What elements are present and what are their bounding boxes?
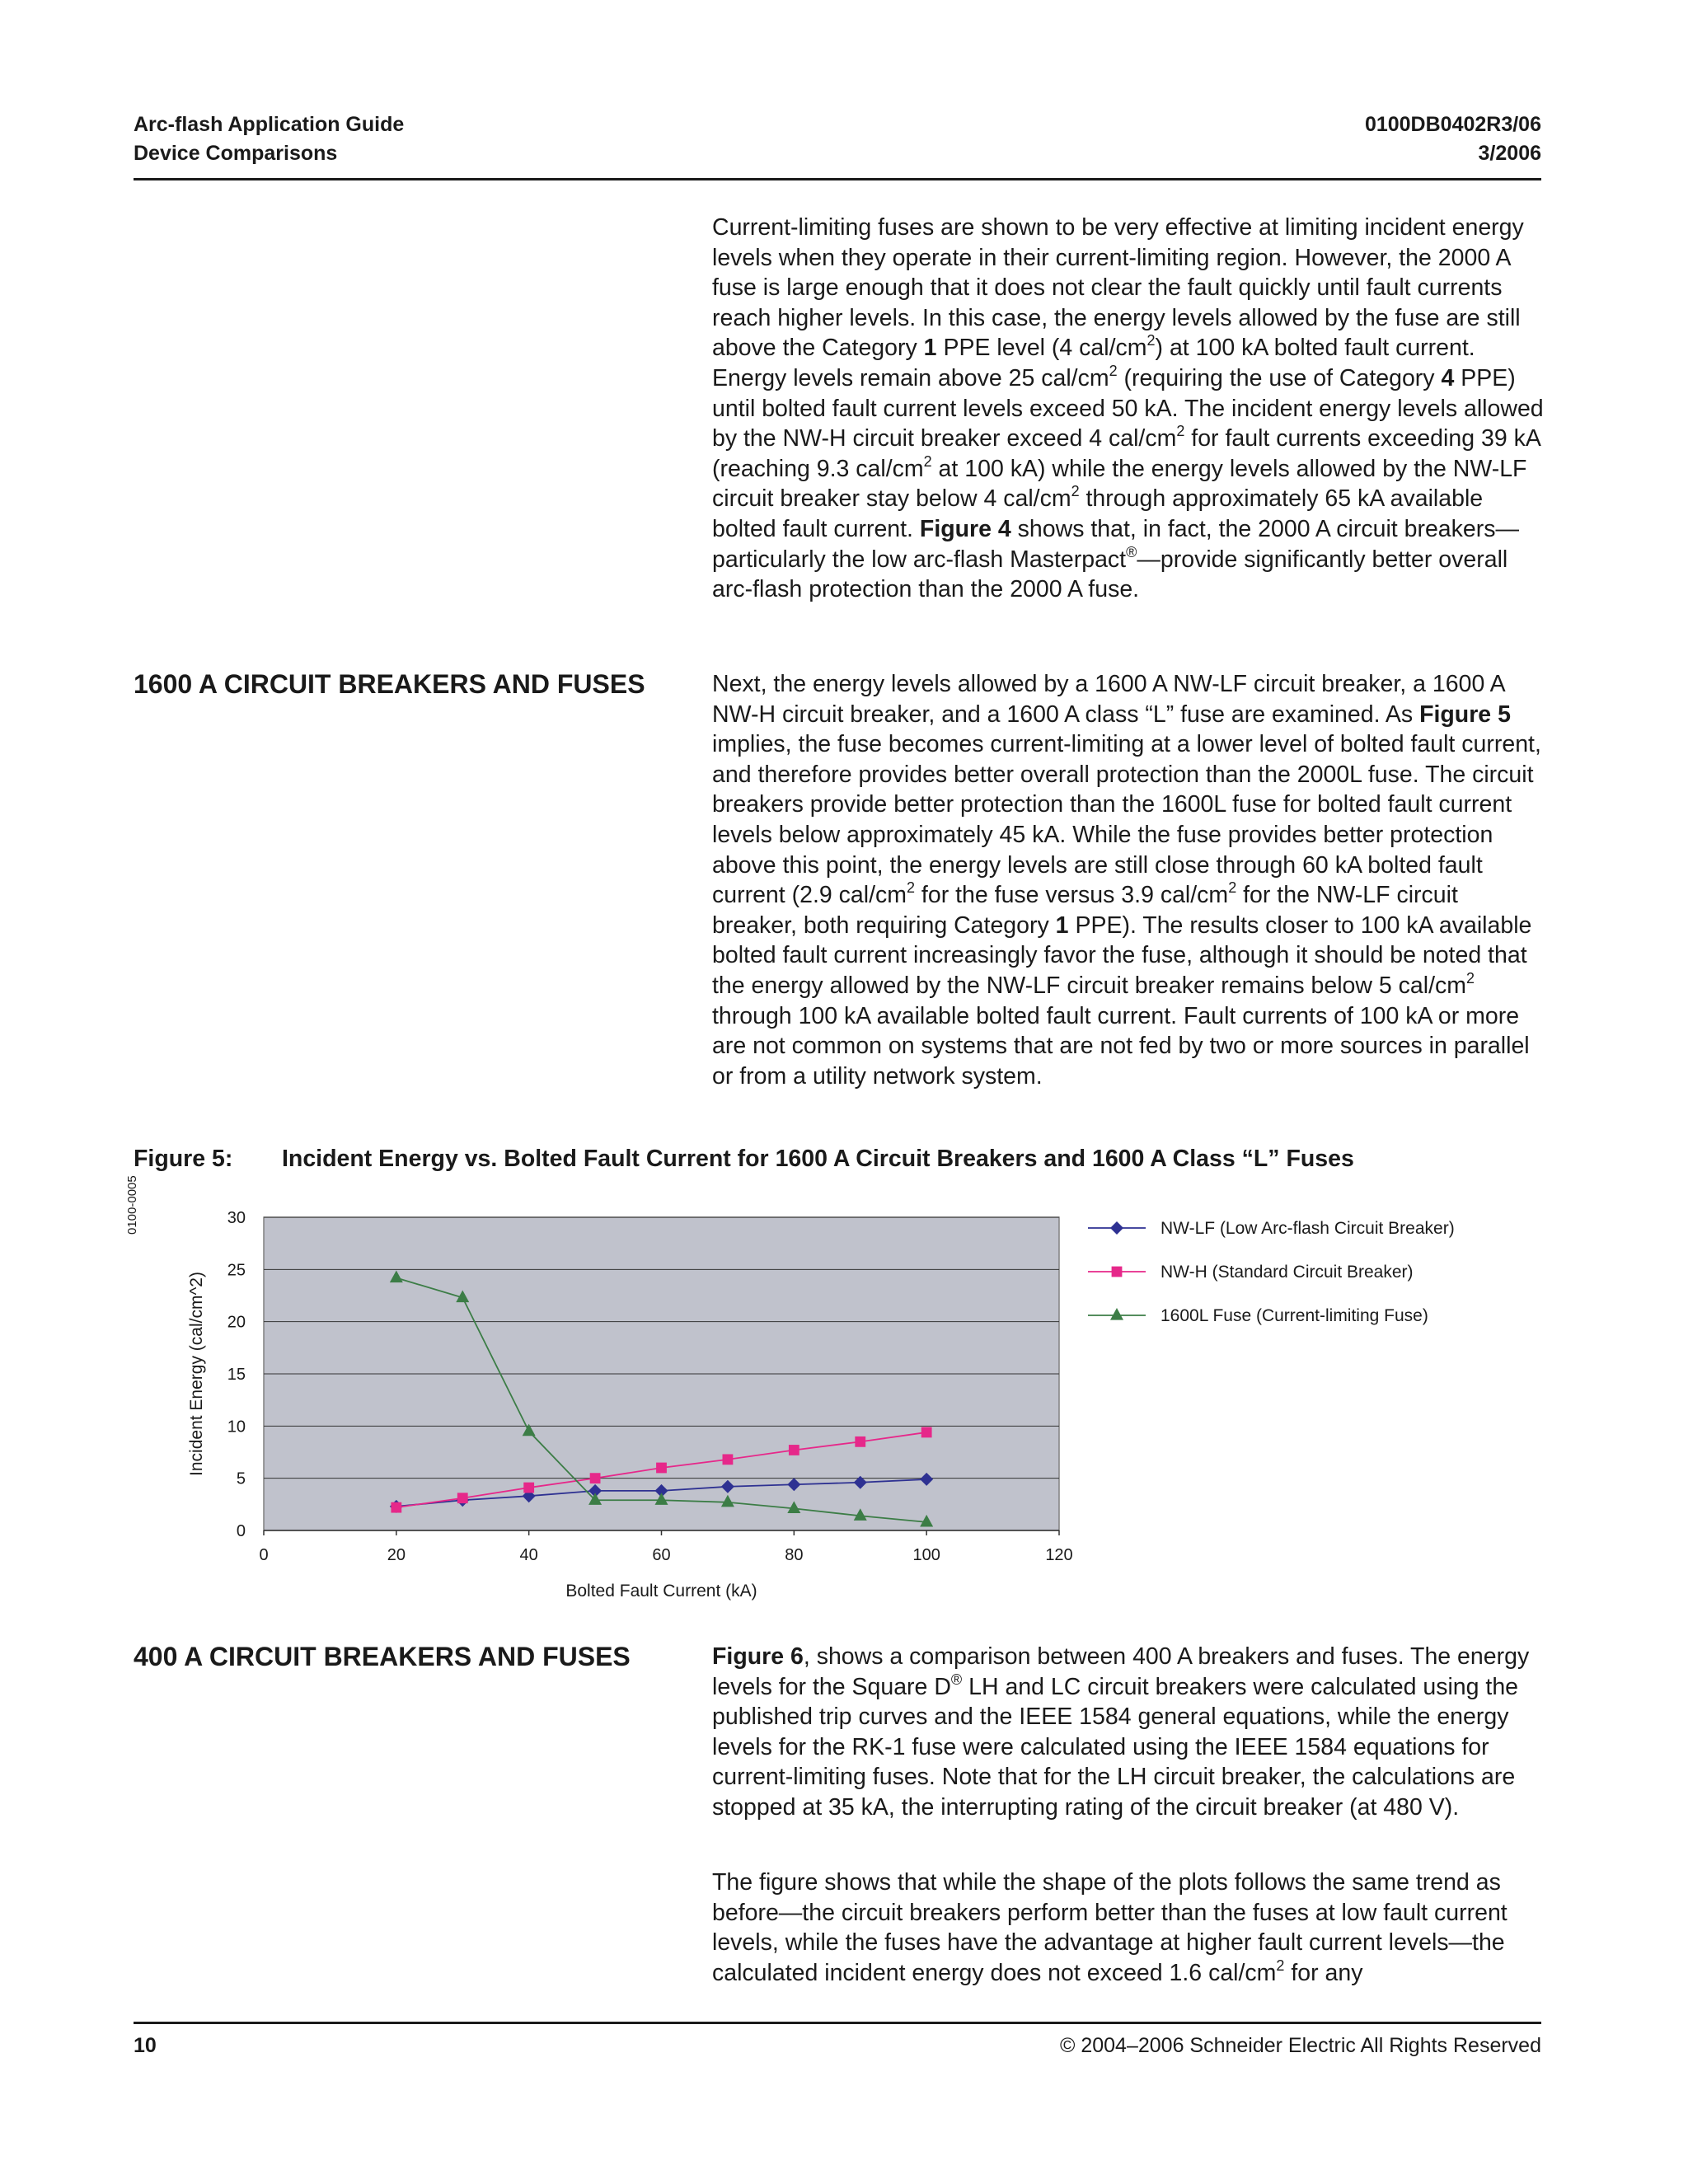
header-right: [1365, 110, 1541, 168]
x-tick-label: 80: [785, 1546, 804, 1564]
data-point-2: [855, 1436, 865, 1447]
legend-marker-2: [1112, 1267, 1123, 1277]
section-heading-400a: 400 A CIRCUIT BREAKERS AND FUSES: [134, 1642, 631, 1671]
legend-marker-1: [1110, 1221, 1123, 1235]
y-axis-label: Incident Energy (cal/cm^2): [187, 1272, 206, 1476]
data-point-2: [457, 1493, 468, 1503]
y-tick-label: 10: [227, 1418, 246, 1436]
x-tick-label: 60: [652, 1546, 671, 1564]
data-point-2: [523, 1483, 534, 1493]
data-point-2: [921, 1427, 932, 1438]
incident-energy-chart: [165, 1195, 1533, 1624]
figure-title: Incident Energy vs. Bolted Fault Current for 1600 A Circuit Breakers and 1600 A Class “L” Fuses: [282, 1146, 1354, 1172]
section-heading-1600a: 1600 A CIRCUIT BREAKERS AND FUSES: [134, 669, 645, 699]
x-tick-label: 120: [1045, 1546, 1073, 1564]
section-400a-paragraph-1: Figure 6, shows a comparison between 400 A breakers and fuses. The energy levels for the Square D® LH and LC circuit breakers were calculated using the published trip curves and the IEEE 1584 general equations, while the energy levels for the RK-1 fuse were calculated using the IEEE 1584 equations for current-limiting fuses. Note that for the LH circuit breaker, the calculations are stopped at 35 kA, the interrupting rating of the circuit breaker (at 480 V).: [712, 1643, 1530, 1821]
data-point-2: [789, 1445, 799, 1455]
y-tick-label: 0: [236, 1522, 246, 1540]
legend-label-1: NW-LF (Low Arc-flash Circuit Breaker): [1160, 1219, 1455, 1238]
page-number: 10: [134, 2034, 157, 2057]
x-axis-label: Bolted Fault Current (kA): [565, 1582, 757, 1601]
data-point-2: [590, 1473, 601, 1483]
y-tick-label: 20: [227, 1313, 246, 1332]
figure-caption: [134, 1144, 1354, 1174]
y-tick-label: 15: [227, 1366, 246, 1384]
section-subtitle: Device Comparisons: [134, 142, 338, 165]
legend-label-3: 1600L Fuse (Current-limiting Fuse): [1160, 1306, 1428, 1325]
header-left: [134, 110, 404, 168]
document-number: 0100DB0402R3/06: [1364, 113, 1541, 136]
y-tick-label: 25: [227, 1261, 246, 1280]
section-1600a-paragraph: Next, the energy levels allowed by a 1600 A NW-LF circuit breaker, a 1600 A NW-H circuit breaker, and a 1600 A class “L” fuse are examined. As Figure 5 implies, the fuse becomes current-limiting at a lower level of bolted fault current, and therefore provides better overall protection than the 2000L fuse. The circuit breakers provide better protection than the 1600L fuse for bolted fault current levels below approximately 45 kA. While the fuse provides better protection above this point, the energy levels are still close through 60 kA bolted fault current (2.9 cal/$cm^2$ for the fuse versus 3.9 cal/$cm^2$ for the NW-LF circuit breaker, both requiring Category 1 PPE). The results closer to 100 kA available bolted fault current increasingly favor the fuse, although it should be noted that the energy allowed by the NW-LF circuit breaker remains below 5 cal/$cm^2$ through 100 kA available bolted fault current. Fault currents of 100 kA or more are not common on systems that are not fed by two or more sources in parallel or from a utility network system.: [712, 671, 1541, 1090]
x-tick-label: 20: [387, 1546, 406, 1564]
legend-marker-3: [1110, 1308, 1123, 1320]
y-tick-label: 5: [236, 1469, 246, 1488]
copyright: © 2004–2006 Schneider Electric All Rights Reserved: [1059, 2034, 1541, 2057]
figure-id: 0100-0005: [125, 1175, 139, 1235]
y-tick-label: 30: [227, 1209, 246, 1227]
guide-title: Arc-flash Application Guide: [134, 113, 405, 136]
footer-rule: [134, 2022, 1541, 2024]
section-400a-paragraph-2: The figure shows that while the shape of the plots follows the same trend as before—the circuit breakers perform better than the fuses at low fault current levels, while the fuses have the advantage at higher fault current levels—the calculated incident energy does not exceed 1.6 cal/$cm^2$ for any: [712, 1869, 1507, 1986]
data-point-2: [656, 1463, 667, 1474]
header-rule: [134, 178, 1541, 180]
figure-number: Figure 5:: [134, 1146, 233, 1172]
x-tick-label: 100: [912, 1546, 940, 1564]
intro-paragraph: Current-limiting fuses are shown to be very effective at limiting incident energy levels when they operate in their current-limiting region. However, the 2000 A fuse is large enough that it does not clear the fault quickly until fault currents reach higher levels. In this case, the energy levels allowed by the fuse are still above the Category 1 PPE level (4 cal/$cm^2$) at 100 kA bolted fault current. Energy levels remain above 25 cal/$cm^2$ (requiring the use of Category 4 PPE) until bolted fault current levels exceed 50 kA. The incident energy levels allowed by the NW-H circuit breaker exceed 4 cal/$cm^2$ for fault currents exceeding 39 kA (reaching 9.3 cal/$cm^2$ at 100 kA) while the energy levels allowed by the NW-LF circuit breaker stay below 4 cal/$cm^2$ through approximately 65 kA available bolted fault current. Figure 4 shows that, in fact, the 2000 A circuit breakers—particularly the low arc-flash Masterpact®—provide significantly better overall arc-flash protection than the 2000 A fuse.: [712, 214, 1544, 603]
data-point-2: [723, 1454, 734, 1465]
legend-label-2: NW-H (Standard Circuit Breaker): [1160, 1263, 1414, 1282]
data-point-2: [391, 1502, 401, 1513]
x-tick-label: 0: [259, 1546, 269, 1564]
x-tick-label: 40: [519, 1546, 538, 1564]
document-date: 3/2006: [1478, 142, 1541, 165]
